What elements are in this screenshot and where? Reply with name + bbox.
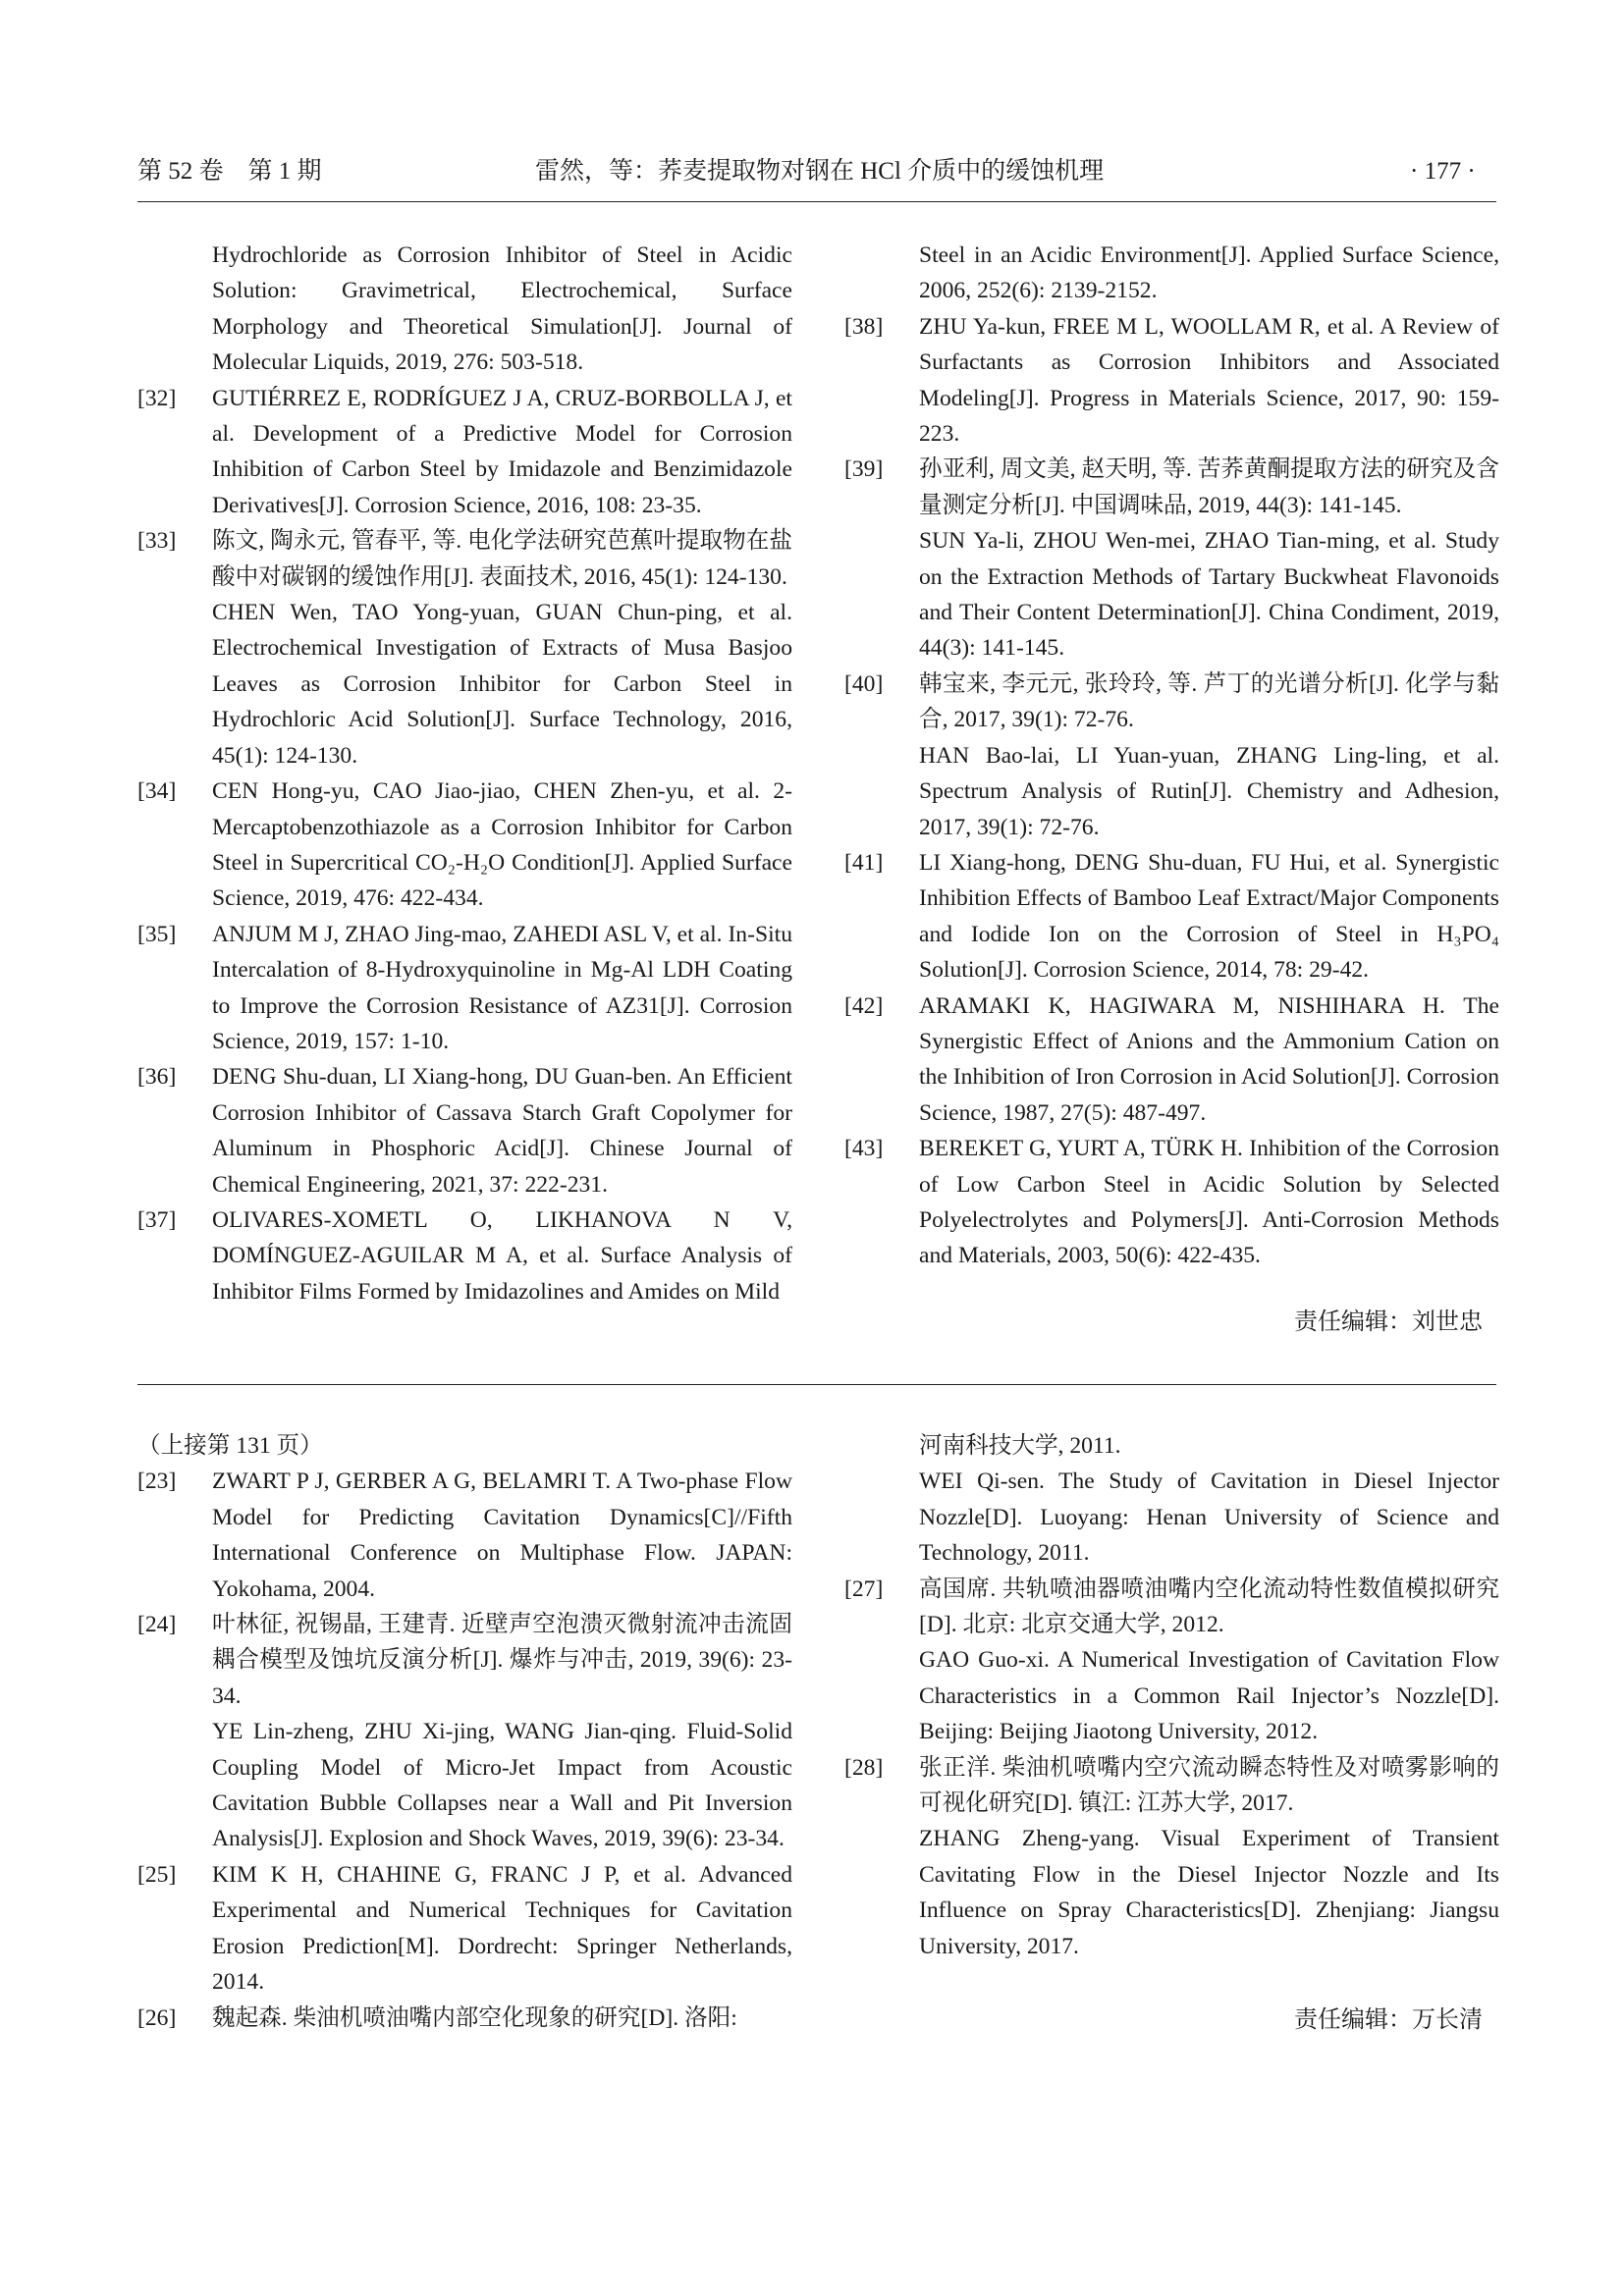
reference-text: ARAMAKI K, HAGIWARA M, NISHIHARA H. The Synergistic Effect of Anions and the Ammonium Cation on the Inhibition of Iron Corrosion in Acid Solution[J]. Corrosion Science, 1987, 27(5): 487-497. (919, 992, 1499, 1126)
reference-item (137, 1202, 792, 1309)
reference-item (137, 1059, 792, 1202)
reference-text: 魏起森. 柴油机喷油嘴内部空化现象的研究[D]. 洛阳: (212, 2004, 737, 2031)
reference-item (844, 667, 1499, 845)
reference-item (844, 452, 1499, 666)
reference-number: [39] (844, 456, 884, 483)
reference-text: 张正洋. 柴油机喷嘴内空穴流动瞬态特性及对喷雾影响的可视化研究[D]. 镇江: 江苏大学, 2017. (919, 1754, 1499, 1817)
reference-number: [40] (844, 670, 884, 697)
header-rule (137, 201, 1496, 202)
reference-item (137, 523, 792, 774)
reference-number: [43] (844, 1136, 884, 1162)
reference-number: [26] (137, 2004, 177, 2031)
header-article-title: 雷然，等：荞麦提取物对钢在 HCl 介质中的缓蚀机理 (535, 158, 1105, 185)
reference-number: [41] (844, 849, 884, 876)
reference-number: [27] (844, 1575, 884, 1602)
reference-text: 陈文, 陶永元, 管春平, 等. 电化学法研究芭蕉叶提取物在盐酸中对碳钢的缓蚀作用[J]. 表面技术, 2016, 45(1): 124-130. (212, 528, 792, 590)
reference-item (137, 1857, 792, 2001)
reference-number: [33] (137, 528, 177, 555)
reference-item (137, 2001, 792, 2036)
reference-text: LI Xiang-hong, DENG Shu-duan, FU Hui, et al. Synergistic Inhibition Effects of Bamboo Leaf Extract/Major Components and Iodide Ion on the Corrosion of Steel in H₃PO₄ Solution[J]. Corrosion Science, 2014, 78: 29-42. (919, 849, 1499, 984)
reference-text: DENG Shu-duan, LI Xiang-hong, DU Guan-ben. An Efficient Corrosion Inhibitor of Cassava Starch Graft Copolymer for Aluminum in Phosphoric Acid[J]. Chinese Journal of Chemical Engineering, 2021, 37: 222-231. (212, 1064, 792, 1198)
reference-number: [28] (844, 1754, 884, 1781)
reference-text-en: SUN Ya-li, ZHOU Wen-mei, ZHAO Tian-ming, et al. Study on the Extraction Methods of Tartary Buckwheat Flavonoids and Their Content Determination[J]. China Condiment, 2019, 44(3): 141-145. (919, 528, 1499, 662)
reference-text: 叶林征, 祝锡晶, 王建青. 近壁声空泡溃灭微射流冲击流固耦合模型及蚀坑反演分析[J]. 爆炸与冲击, 2019, 39(6): 23-34. (212, 1612, 792, 1709)
reference-text-en: CHEN Wen, TAO Yong-yuan, GUAN Chun-ping, et al. Electrochemical Investigation of Extracts of Musa Basjoo Leaves as Corrosion Inhibitor for Carbon Steel in Hydrochloric Acid Solution[J]. Surface Technology, 2016, 45(1): 124-130. (212, 600, 792, 769)
header-volume-issue: 第 52 卷 第 1 期 (137, 158, 322, 185)
reference-number: [35] (137, 921, 177, 947)
reference-item (844, 309, 1499, 453)
reference-text-en: ZHANG Zheng-yang. Visual Experiment of Transient Cavitating Flow in the Diesel Injector Nozzle and Its Influence on Spray Characteristics[D]. Zhenjiang: Jiangsu University, 2017. (919, 1826, 1499, 1959)
reference-text: ZHU Ya-kun, FREE M L, WOOLLAM R, et al. A Review of Surfactants as Corrosion Inhibitors and Associated Modeling[J]. Progress in Materials Science, 2017, 90: 159-223. (919, 313, 1499, 448)
responsible-editor: 责任编辑：万长清 (1294, 2007, 1483, 2033)
reference-text: ZWART P J, GERBER A G, BELAMRI T. A Two-phase Flow Model for Predicting Cavitation Dynamics[C]//Fifth International Conference on Multiphase Flow. JAPAN: Yokohama, 2004. (212, 1468, 792, 1602)
reference-item (844, 988, 1499, 1132)
reference-continuation-en: WEI Qi-sen. The Study of Cavitation in Diesel Injector Nozzle[D]. Luoyang: Henan University of Science and Technology, 2011. (919, 1468, 1499, 1567)
reference-number: [34] (137, 778, 177, 805)
references-left-column (137, 238, 792, 1309)
reference-continuation: Steel in an Acidic Environment[J]. Applied Surface Science, 2006, 252(6): 2139-2152. (919, 242, 1499, 304)
reference-text: GUTIÉRREZ E, RODRÍGUEZ J A, CRUZ-BORBOLLA J, et al. Development of a Predictive Model for Corrosion Inhibition of Carbon Steel by Imidazole and Benzimidazole Derivatives[J]. Corrosion Science, 2016, 108: 23-35. (212, 385, 792, 518)
reference-item (844, 1572, 1499, 1750)
reference-text-en: HAN Bao-lai, LI Yuan-yuan, ZHANG Ling-ling, et al. Spectrum Analysis of Rutin[J]. Chemistry and Adhesion, 2017, 39(1): 72-76. (919, 742, 1499, 840)
reference-text: 孙亚利, 周文美, 赵天明, 等. 苦荞黄酮提取方法的研究及含量测定分析[J]. 中国调味品, 2019, 44(3): 141-145. (919, 456, 1499, 518)
reference-number: [23] (137, 1468, 177, 1495)
reference-text: 韩宝来, 李元元, 张玲玲, 等. 芦丁的光谱分析[J]. 化学与黏合, 2017, 39(1): 72-76. (919, 670, 1499, 733)
reference-number: [42] (844, 992, 884, 1019)
reference-text: CEN Hong-yu, CAO Jiao-jiao, CHEN Zhen-yu, et al. 2-Mercaptobenzothiazole as a Corrosion Inhibitor for Carbon Steel in Supercritical CO₂-H₂O Condition[J]. Applied Surface Science, 2019, 476: 422-434. (212, 778, 792, 912)
reference-item (137, 917, 792, 1060)
continued-references-left-column (137, 1428, 792, 2036)
continued-from-note: （上接第 131 页） (137, 1433, 323, 1459)
reference-number: [32] (137, 385, 177, 411)
continued-references-right-column (844, 1428, 1499, 1964)
reference-item (137, 381, 792, 524)
reference-text-en: GAO Guo-xi. A Numerical Investigation of Cavitation Flow Characteristics in a Common Rail Injector’s Nozzle[D]. Beijing: Beijing Jiaotong University, 2012. (919, 1647, 1499, 1745)
reference-text: BEREKET G, YURT A, TÜRK H. Inhibition of the Corrosion of Low Carbon Steel in Acidic Solution by Selected Polyelectrolytes and Polymers[J]. Anti-Corrosion Methods and Materials, 2003, 50(6): 422-435. (919, 1136, 1499, 1269)
reference-text: ANJUM M J, ZHAO Jing-mao, ZAHEDI ASL V, et al. In-Situ Intercalation of 8-Hydroxyquinoline in Mg-Al LDH Coating to Improve the Corrosion Resistance of AZ31[J]. Corrosion Science, 2019, 157: 1-10. (212, 921, 792, 1054)
reference-number: [36] (137, 1064, 177, 1091)
reference-continuation: Hydrochloride as Corrosion Inhibitor of Steel in Acidic Solution: Gravimetrical, Electrochemical, Surface Morphology and Theoretical Simulation[J]. Journal of Molecular Liquids, 2019, 276: 503-518. (212, 242, 792, 376)
reference-text-en: YE Lin-zheng, ZHU Xi-jing, WANG Jian-qing. Fluid-Solid Coupling Model of Micro-Jet Impact from Acoustic Cavitation Bubble Collapses near a Wall and Pit Inversion Analysis[J]. Explosion and Shock Waves, 2019, 39(6): 23-34. (212, 1719, 792, 1852)
reference-item (844, 1750, 1499, 1964)
reference-number: [37] (137, 1206, 177, 1233)
reference-continuation: 河南科技大学, 2011. (919, 1433, 1121, 1459)
header-page-number: · 177 · (1410, 158, 1476, 185)
reference-number: [38] (844, 313, 884, 340)
reference-item (137, 1464, 792, 1607)
reference-text: OLIVARES-XOMETL O, LIKHANOVA N V, DOMÍNGUEZ-AGUILAR M A, et al. Surface Analysis of Inhibitor Films Formed by Imidazolines and Amides on Mild (212, 1206, 792, 1305)
reference-text: KIM K H, CHAHINE G, FRANC J P, et al. Advanced Experimental and Numerical Techniques for Cavitation Erosion Prediction[M]. Dordrecht: Springer Netherlands, 2014. (212, 1861, 792, 1996)
reference-item (844, 1131, 1499, 1274)
responsible-editor: 责任编辑：刘世忠 (1294, 1309, 1483, 1335)
reference-item (844, 845, 1499, 988)
reference-item (137, 774, 792, 917)
section-divider (137, 1384, 1496, 1385)
references-right-column (844, 238, 1499, 1274)
reference-item (137, 1607, 792, 1857)
reference-text: 高国席. 共轨喷油器喷油嘴内空化流动特性数值模拟研究[D]. 北京: 北京交通大学, 2012. (919, 1575, 1499, 1638)
reference-number: [25] (137, 1861, 177, 1888)
reference-number: [24] (137, 1612, 177, 1638)
